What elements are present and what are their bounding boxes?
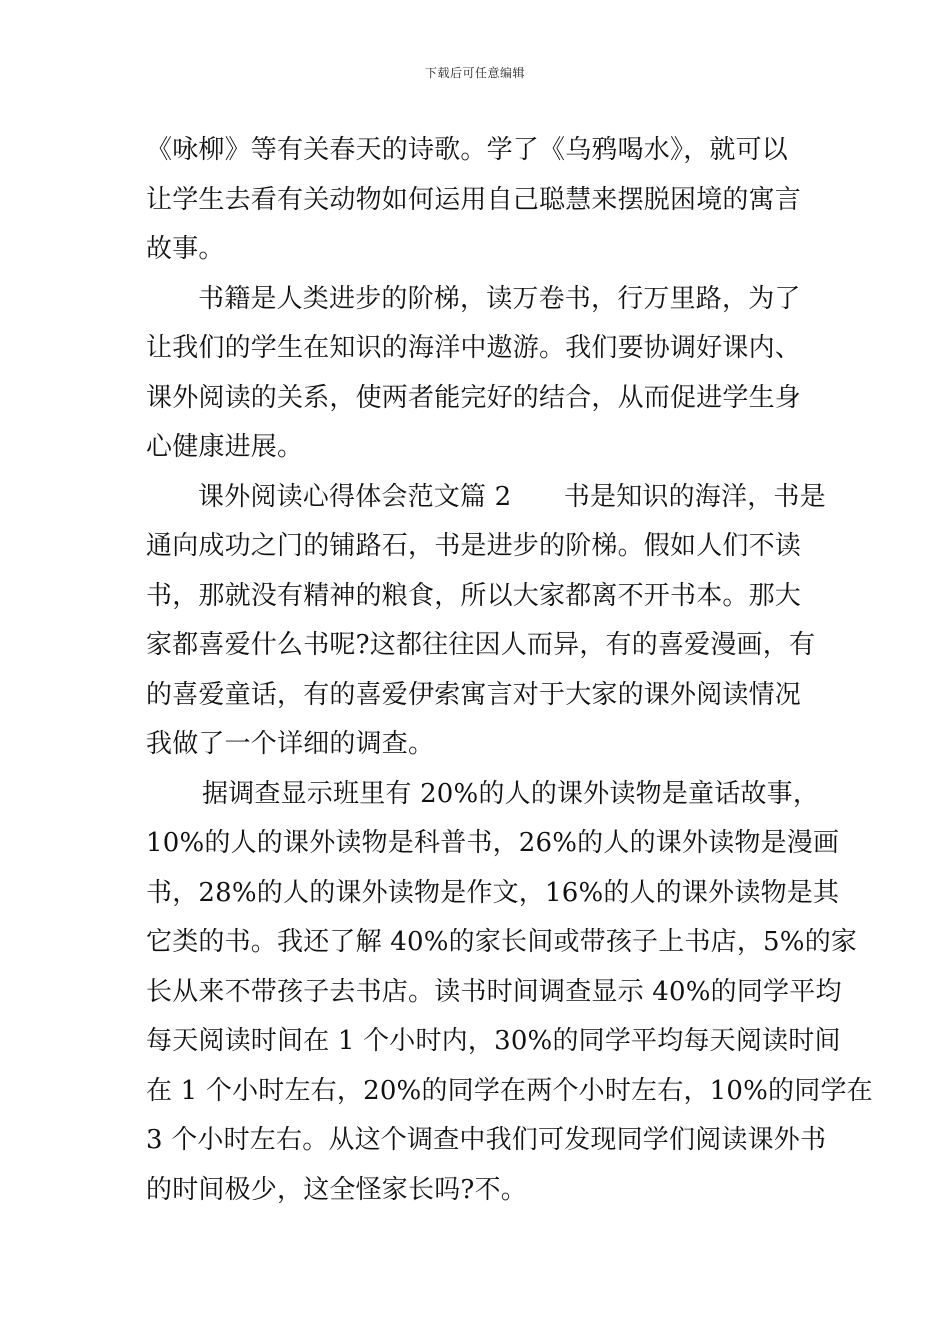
text-line: 在 1 个小时左右，20%的同学在两个小时左右，10%的同学在 [146, 1075, 873, 1106]
text-line: 每天阅读时间在 1 个小时内，30%的同学平均每天阅读时间 [146, 1026, 841, 1056]
text-line: 故事。 [146, 234, 225, 264]
text-line: 课外阅读的关系，使两者能完好的结合，从而促进学生身 [146, 382, 802, 413]
text-line: 长从来不带孩子去书店。读书时间调查显示 40%的同学平均 [146, 976, 842, 1007]
text-line: 我做了一个详细的调查。 [146, 729, 435, 759]
text-line: 让学生去看有关动物如何运用自己聪慧来摆脱困境的寓言 [146, 184, 802, 215]
text-line: 心健康进展。 [146, 432, 304, 462]
text-line: 书，28%的人的课外读物是作文，16%的人的课外读物是其 [146, 877, 840, 908]
text-line: 的时间极少，这全怪家长吗?不。 [146, 1174, 527, 1205]
text-line: 的喜爱童话，有的喜爱伊索寓言对于大家的课外阅读情况 [146, 679, 802, 710]
page-header: 下载后可任意编辑 [424, 66, 525, 80]
text-line: 10%的人的课外读物是科普书，26%的人的课外读物是漫画 [146, 828, 840, 858]
text-line: 让我们的学生在知识的海洋中遨游。我们要协调好课内、 [146, 333, 802, 363]
text-line: 它类的书。我还了解 40%的家长间或带孩子上书店，5%的家 [146, 927, 858, 957]
text-line: 课外阅读心得体会范文篇 2 书是知识的海洋，书是 [198, 481, 826, 512]
text-line: 家都喜爱什么书呢?这都往往因人而异，有的喜爱漫画，有 [146, 630, 816, 660]
document-body [146, 126, 873, 1215]
text-line: 据调查显示班里有 20%的人的课外读物是童话故事， [202, 778, 820, 809]
text-line: 书，那就没有精神的粮食，所以大家都离不开书本。那大 [146, 580, 802, 611]
text-line: 《咏柳》等有关春天的诗歌。学了《乌鸦喝水》，就可以 [146, 135, 789, 165]
text-line: 书籍是人类进步的阶梯，读万卷书，行万里路，为了 [198, 283, 801, 314]
text-line: 通向成功之门的铺路石，书是进步的阶梯。假如人们不读 [146, 531, 802, 561]
text-line: 3 个小时左右。从这个调查中我们可发现同学们阅读课外书 [146, 1125, 827, 1155]
